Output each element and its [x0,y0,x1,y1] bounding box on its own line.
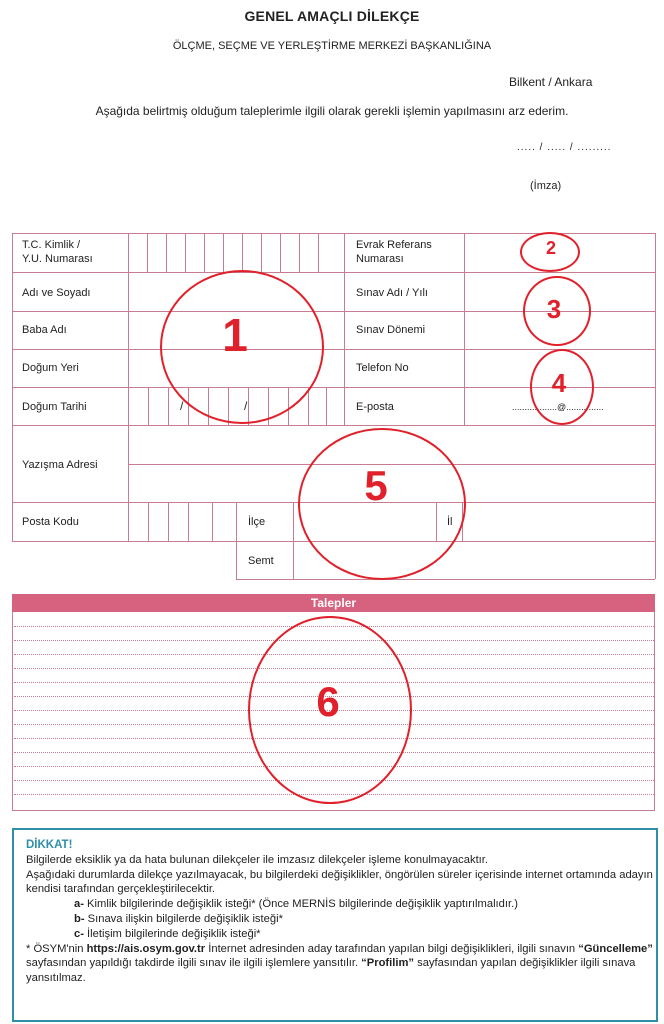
dikkat-box [12,828,658,1022]
dikkat-item-b: b- Sınava ilişkin bilgilerde değişiklik isteği* [74,912,283,925]
place: Bilkent / Ankara [509,75,593,89]
dikkat-item-c: c- İletişim bilgilerinde değişiklik isteği* [74,927,261,940]
page-title: GENEL AMAÇLI DİLEKÇE [244,8,420,24]
ad-soyad-label: Adı ve Soyadı [22,287,91,299]
eposta-value[interactable]: ..................@............... [512,402,604,412]
tc-label: T.C. Kimlik / Y.U. Numarası [22,239,93,265]
dikkat-item-a: a- Kimlik bilgilerinde değişiklik isteği* (Önce MERNİS bilgilerinde değişiklik yaptırılmalıdır.) [74,898,518,911]
addressee: ÖLÇME, SEÇME VE YERLEŞTİRME MERKEZİ BAŞKANLIĞINA [172,40,492,52]
dogum-yeri-label: Doğum Yeri [22,362,79,374]
annotation-number-4: 4 [551,368,567,398]
dikkat-line: Bilgilerde eksiklik ya da hata bulunan dilekçeler ile imzasız dilekçeler işleme konulmayacaktır. [26,853,489,866]
sinav-donemi-label: Sınav Dönemi [356,324,426,336]
annotation-number-5: 5 [364,462,388,509]
dogum-tarihi-label: Doğum Tarihi [22,401,87,413]
il-label: İl [447,516,453,528]
annotation-number-1: 1 [222,309,248,361]
date-separator: / [244,399,248,413]
date-separator: / [180,399,184,413]
telefon-label: Telefon No [356,362,409,374]
semt-label: Semt [248,555,274,567]
baba-adi-label: Baba Adı [22,324,67,336]
talepler-header: Talepler [12,594,655,612]
ilce-label: İlçe [248,516,266,528]
yazisma-adresi-label: Yazışma Adresi [22,459,98,471]
annotation-number-2: 2 [545,238,556,258]
date-field[interactable]: ..... / ..... / ......... [517,142,612,153]
intro-text: Aşağıda belirtmiş olduğum taleplerimle ilgili olarak gerekli işlemin yapılmasını arz ederim. [95,104,569,118]
dikkat-note: * ÖSYM'nin https://ais.osym.gov.tr İnternet adresinden aday tarafından yapılan bilgi değişiklikleri, ilgili sınavın “Güncelleme” sayfasından yapıldığı takdirde ilgili sınav ile ilgili işlemlere yansıtılır. “Profilim” sayfasından yapılan değişiklikler ilgili sınava yansıtılmaz. [26,942,653,985]
signature-label: (İmza) [530,180,562,192]
dikkat-title: DİKKAT! [26,839,73,851]
annotation-number-6: 6 [316,678,340,725]
sinav-adi-label: Sınav Adı / Yılı [356,287,428,299]
dikkat-line: Aşağıdaki durumlarda dilekçe yazılmayacak, bu bilgilerdeki değişiklikler, öngörülen süreler içerisinde internet ortamında adayın kendisi tarafından gerçekleştirilecektir. [26,868,653,896]
eposta-label: E-posta [356,401,394,413]
annotation-number-3: 3 [546,294,562,324]
evrak-label: Evrak Referans Numarası [356,239,432,265]
posta-kodu-label: Posta Kodu [22,516,79,528]
